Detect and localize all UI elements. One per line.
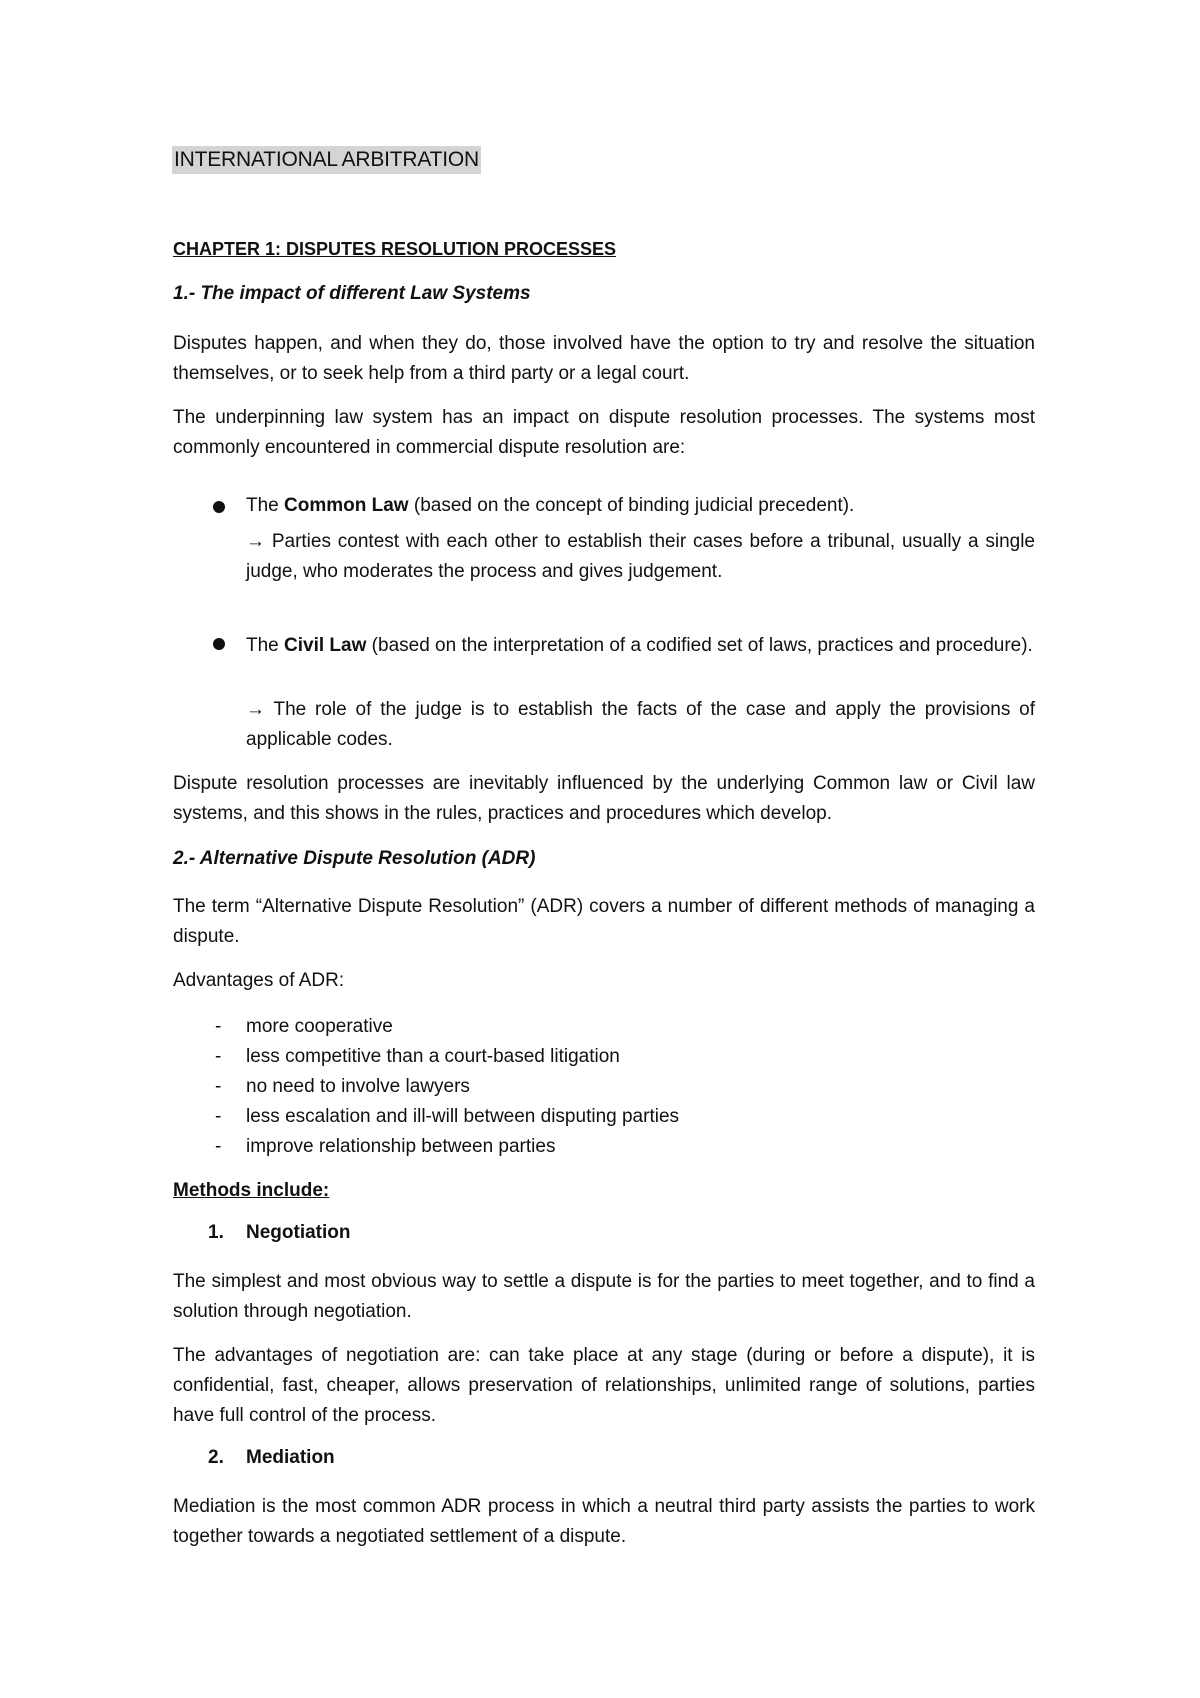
civil-law-pre: The	[246, 635, 285, 656]
list-dash: -	[215, 1076, 222, 1097]
section-2-paragraph-1: The term “Alternative Dispute Resolution” (ADR) covers a number of different methods of managing a dispute.	[173, 896, 1035, 947]
civil-law-line	[246, 628, 1035, 664]
section-1-heading: 1.- The impact of different Law Systems	[173, 283, 531, 304]
bullet-dot	[213, 638, 225, 650]
method-2-number: 2.	[208, 1447, 224, 1468]
section-2-heading: 2.- Alternative Dispute Resolution (ADR)	[173, 848, 536, 869]
list-dash: -	[215, 1046, 222, 1067]
civil-law-term: Civil Law	[284, 635, 367, 656]
list-dash: -	[215, 1106, 222, 1127]
method-2-heading: Mediation	[246, 1447, 335, 1468]
common-law-line	[246, 491, 854, 521]
bullet-dot	[213, 501, 225, 513]
advantages-label: Advantages of ADR:	[173, 970, 345, 991]
mediation-paragraph-1: Mediation is the most common ADR process in which a neutral third party assists the parties to work together towards a negotiated settlement of a dispute.	[173, 1496, 1035, 1547]
negotiation-paragraph-1: The simplest and most obvious way to settle a dispute is for the parties to meet together, and to find a solution through negotiation.	[173, 1271, 1035, 1322]
list-dash: -	[215, 1016, 222, 1037]
list-item: more cooperative	[246, 1016, 393, 1037]
section-1-paragraph-1: Disputes happen, and when they do, those involved have the option to try and resolve the situation themselves, or to seek help from a third party or a legal court.	[173, 333, 1035, 384]
list-item: no need to involve lawyers	[246, 1076, 470, 1097]
list-item: less competitive than a court-based litigation	[246, 1046, 620, 1067]
method-1-heading: Negotiation	[246, 1222, 351, 1243]
common-law-post: (based on the concept of binding judicial precedent).	[408, 495, 855, 516]
list-item: less escalation and ill-will between disputing parties	[246, 1106, 680, 1127]
list-item: improve relationship between parties	[246, 1136, 556, 1157]
common-law-pre: The	[246, 495, 285, 516]
civil-law-post: (based on the interpretation of a codified set of laws, practices and procedure).	[366, 635, 1033, 656]
negotiation-paragraph-2: The advantages of negotiation are: can take place at any stage (during or before a dispute), it is confidential, fast, cheaper, allows preservation of relationships, unlimited range of solutions, parties have full control of the process.	[173, 1345, 1035, 1426]
section-1-paragraph-2: The underpinning law system has an impact on dispute resolution processes. The systems most commonly encountered in commercial dispute resolution are:	[173, 407, 1035, 458]
common-law-detail: → Parties contest with each other to establish their cases before a tribunal, usually a single judge, who moderates the process and gives judgement.	[246, 531, 1035, 582]
methods-heading: Methods include:	[173, 1180, 330, 1201]
document-title: INTERNATIONAL ARBITRATION	[172, 146, 481, 174]
section-1-paragraph-3: Dispute resolution processes are inevitably influenced by the underlying Common law or Civil law systems, and this shows in the rules, practices and procedures which develop.	[173, 773, 1035, 824]
civil-law-detail: → The role of the judge is to establish the facts of the case and apply the provisions of applicable codes.	[246, 699, 1035, 750]
method-1-number: 1.	[208, 1222, 224, 1243]
list-dash: -	[215, 1136, 222, 1157]
common-law-term: Common Law	[284, 495, 409, 516]
chapter-heading: CHAPTER 1: DISPUTES RESOLUTION PROCESSES	[173, 239, 617, 259]
